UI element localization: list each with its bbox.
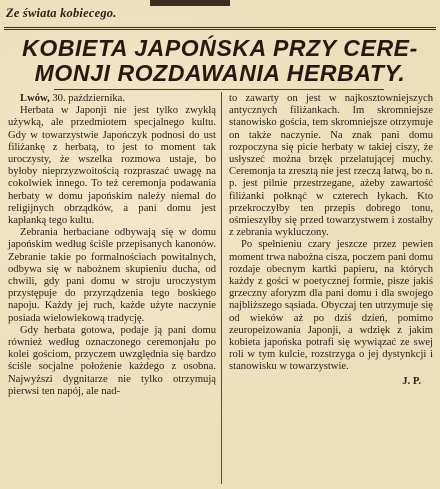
section-rule-double	[4, 29, 436, 30]
author-signature: J. P.	[402, 375, 421, 387]
headline-line-2: MONJI ROZDAWANIA HERBATY.	[34, 60, 406, 86]
article-paragraph: Herbata w Japonji nie jest tylko zwykłą używką, ale przedmiotem specjalnego kultu. Gdy w towarzystwie Japończyk podnosi do ust filiżankę z herbatą, to jest to moment tak uroczysty, że wszelka rozmowa ustaje, bo byłoby nieprzyzwoitością rozpraszać uwagę na cokolwiek innego. To też ceremonja podawania herbaty w domu japońskim należy niemal do religijnych obrządków, a pani domu jest kapłanką tego kultu.	[8, 105, 216, 227]
dateline-date: 30. października.	[49, 93, 126, 104]
article-column-left	[8, 93, 216, 398]
headline-rule	[54, 89, 384, 90]
article-paragraph: to zawarty on jest w najkosztowniejszych antycznych filiżankach. Im skromniejsze stanowisko gościa, tem skromniejsze otrzymuje on także naczynie. Na znak pani domu rozpoczyna się picie herbaty w takiej ciszy, że usłyszeć można brzęk przelatującej muchy. Ceremonja ta zresztą nie jest rzeczą łatwą, bo n. p. jest pilnie przestrzegane, ażeby zawartość filiżanki połknąć w czterech łykach. Kto przekroczyłby ten przepis dobrego tonu, ośmieszyłby się przed towarzystwem i zostałby z zebrania wykluczony.	[229, 93, 433, 239]
article-headline	[0, 36, 440, 86]
section-rule	[4, 27, 436, 28]
article-paragraph: Po spełnieniu czary jeszcze przez pewien moment trwa nabożna cisza, poczem pani domu rozdaje obecnym kartki papieru, na których każdy z gości w poetycznej formie, pisze jakiś grzeczny aforyzm dla pani domu i dla swojego najbliższego sąsiada. Obyczaj ten utrzymuje się od wieków aż po dziś dzień, pomimo zeuropeizowania Japonji, a wdzięk z jakim kobieta japońska potrafi się wywiązać ze swej roli w tym kulcie, rozstrzyga o jej dystynkcji i stanowisku w towarzystwie.	[229, 239, 433, 373]
dateline-place: Lwów,	[20, 93, 50, 104]
article-paragraph: Zebrania herbaciane odbywają się w domu japońskim według ściśle przepisanych kanonów. Zebranie takie po formalnościach powitalnych, odbywa się w nabożnem skupieniu ducha, od chwili, gdy pani domu w stroju uroczystym przystępuje do przyrządzenia tego boskiego napoju. Każdy jej ruch, każde użyte naczynie posiada wielowiekową tradycję.	[8, 227, 216, 324]
top-rule	[150, 0, 230, 6]
article-column-right	[229, 93, 433, 388]
article-paragraph: Gdy herbata gotowa, podaje ją pani domu również według oznaczonego ceremonjału po kolei gościom, przyczem uwzględnia się bardzo ściśle socjalne położenie każdego z osobna. Najwyższi dygnitarze nie tylko otrzymują pierwsi ten napój, ale nad-	[8, 324, 216, 397]
section-title: Ze świata kobiecego.	[6, 6, 117, 20]
article-paragraph	[8, 93, 216, 105]
column-divider	[221, 92, 222, 484]
headline-line-1: KOBIETA JAPOŃSKA PRZY CERE-	[22, 35, 418, 61]
